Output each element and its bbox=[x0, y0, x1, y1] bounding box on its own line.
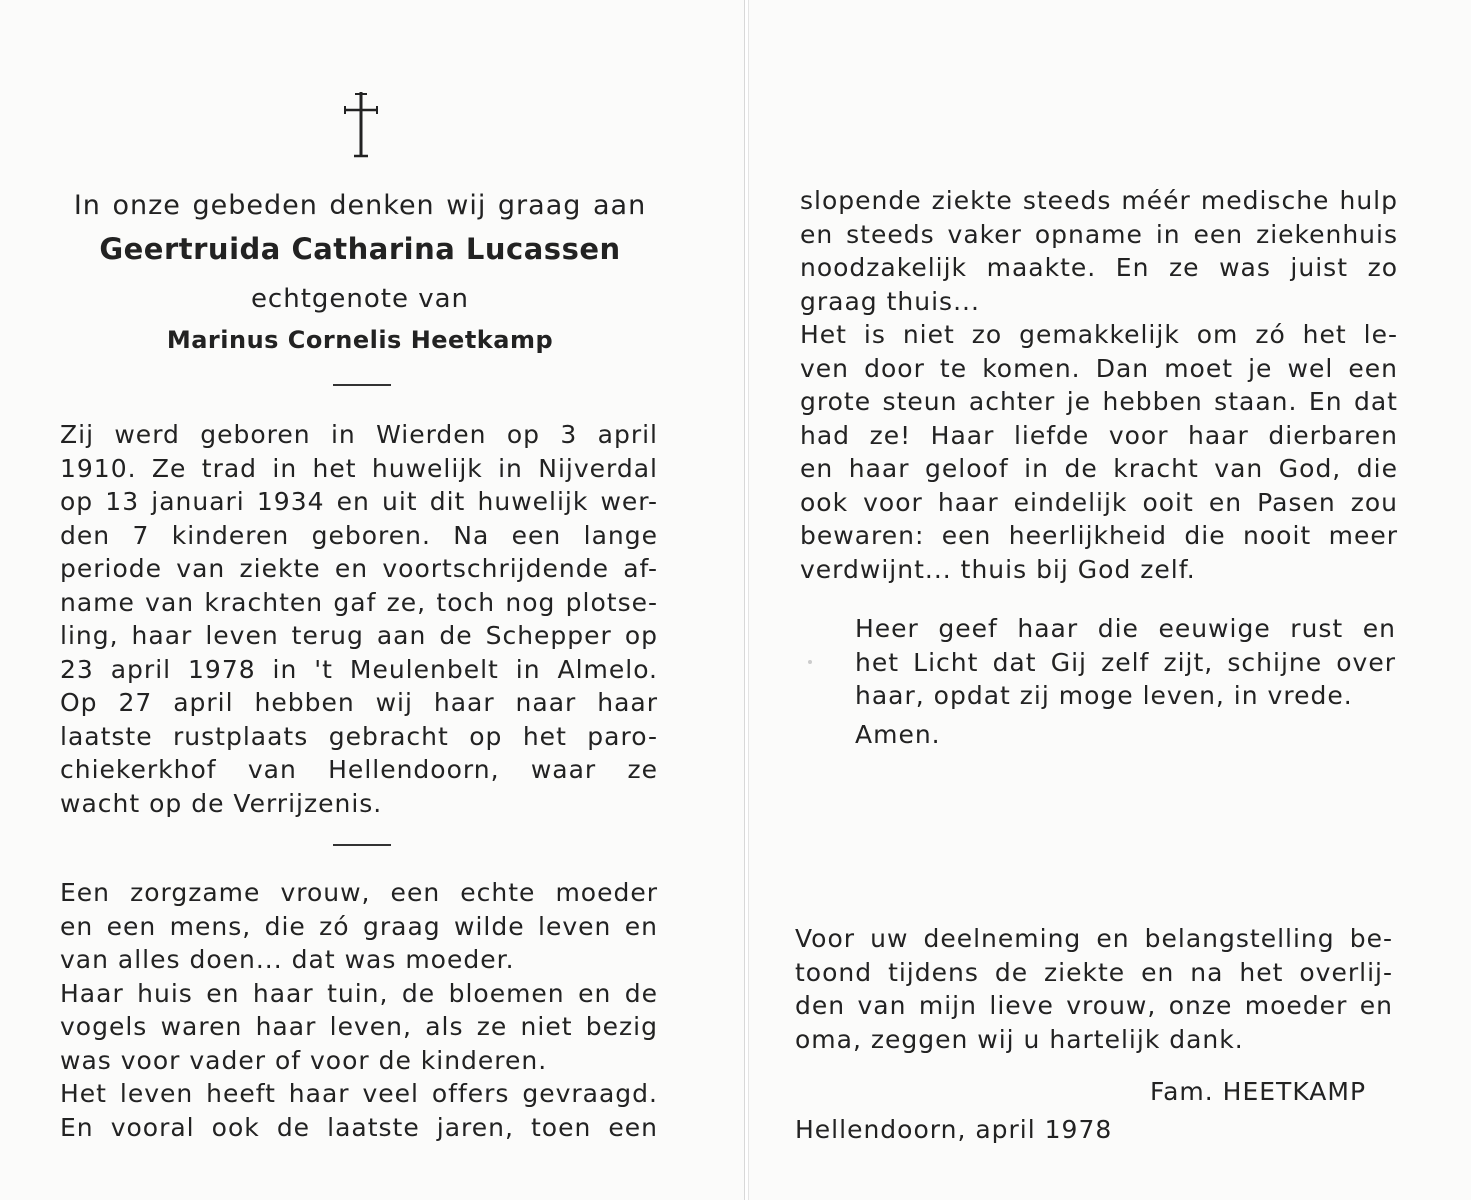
tribute-line: En vooral ook de laatste jaren, toen een bbox=[60, 1112, 658, 1142]
biography-line: name van krachten gaf ze, toch nog plotse- bbox=[60, 587, 658, 617]
family-signature: Fam. HEETKAMP bbox=[1150, 1077, 1367, 1106]
intro-text: In onze gebeden denken wij graag aan bbox=[73, 190, 647, 221]
continuation-line: verdwijnt... thuis bij God zelf. bbox=[800, 554, 1196, 584]
biography-line: 23 april 1978 in 't Meulenbelt in Almelo. bbox=[60, 654, 658, 684]
continuation-line: en haar geloof in de kracht van God, die bbox=[800, 454, 1398, 483]
thanks-line: toond tijdens de ziekte en na het overlij- bbox=[795, 957, 1393, 987]
biography-line: Zij werd geboren in Wierden op 3 april bbox=[60, 420, 658, 449]
continuation-line: ook voor haar eindelijk ooit en Pasen zou bbox=[800, 487, 1398, 517]
print-speck bbox=[808, 660, 812, 664]
prayer-paragraph bbox=[855, 612, 1396, 713]
continuation-line: grote steun achter je hebben staan. En dat bbox=[800, 387, 1398, 416]
biography-line: den 7 kinderen geboren. Na een lange bbox=[60, 520, 658, 550]
thanks-line: oma, zeggen wij u hartelijk dank. bbox=[795, 1024, 1244, 1054]
biography-line: chiekerkhof van Hellendoorn, waar ze bbox=[60, 755, 658, 784]
continuation-line: ven door te komen. Dan moet je wel een bbox=[800, 353, 1398, 383]
tribute-line: Haar huis en haar tuin, de bloemen en de bbox=[60, 978, 658, 1008]
biography-line: Op 27 april hebben wij haar naar haar bbox=[60, 688, 658, 717]
biography-line: 1910. Ze trad in het huwelijk in Nijverdal bbox=[60, 453, 658, 483]
biography-line: periode van ziekte en voortschrijdende af- bbox=[60, 554, 658, 583]
cross-icon bbox=[340, 88, 382, 160]
continuation-line: had ze! Haar liefde voor haar dierbaren bbox=[800, 420, 1398, 450]
thanks-line: Voor uw deelneming en belangstelling be- bbox=[795, 924, 1393, 953]
deceased-name: Geertruida Catharina Lucassen bbox=[99, 232, 621, 266]
continuation-line: graag thuis... bbox=[800, 286, 980, 316]
separator-rule bbox=[333, 384, 391, 386]
continuation-line: en steeds vaker opname in een ziekenhuis bbox=[800, 219, 1398, 249]
spouse-name: Marinus Cornelis Heetkamp bbox=[166, 326, 554, 354]
tribute-line: Een zorgzame vrouw, een echte moeder bbox=[60, 878, 658, 907]
separator-rule bbox=[333, 844, 391, 846]
biography-paragraph bbox=[60, 418, 658, 820]
tribute-line: Het leven heeft haar veel offers gevraagd. bbox=[60, 1079, 658, 1108]
continuation-line: slopende ziekte steeds méér medische hulp bbox=[800, 186, 1398, 215]
continuation-line: bewaren: een heerlijkheid die nooit meer bbox=[800, 521, 1398, 550]
tribute-line: vogels waren haar leven, als ze niet bezig bbox=[60, 1012, 658, 1041]
tribute-line: en een mens, die zó graag wilde leven en bbox=[60, 911, 658, 941]
tribute-line: was voor vader of voor de kinderen. bbox=[60, 1045, 548, 1075]
biography-line: wacht op de Verrijzenis. bbox=[60, 788, 383, 818]
amen-text: Amen. bbox=[855, 720, 941, 749]
continuation-line: Het is niet zo gemakkelijk om zó het le- bbox=[800, 320, 1398, 349]
tribute-paragraph bbox=[60, 876, 658, 1144]
continuation-paragraph bbox=[800, 184, 1398, 586]
spouse-label: echtgenote van bbox=[250, 284, 470, 314]
thanks-paragraph bbox=[795, 922, 1393, 1056]
biography-line: laatste rustplaats gebracht op het paro- bbox=[60, 721, 658, 751]
prayer-line: het Licht dat Gij zelf zijt, schijne over bbox=[855, 647, 1396, 677]
biography-line: ling, haar leven terug aan de Schepper op bbox=[60, 621, 658, 650]
continuation-line: noodzakelijk maakte. En ze was juist zo bbox=[800, 253, 1398, 282]
thanks-line: den van mijn lieve vrouw, onze moeder en bbox=[795, 991, 1393, 1020]
tribute-line: van alles doen... dat was moeder. bbox=[60, 945, 515, 974]
prayer-line: haar, opdat zij moge leven, in vrede. bbox=[855, 681, 1353, 710]
prayer-line: Heer geef haar die eeuwige rust en bbox=[855, 614, 1396, 643]
place-date: Hellendoorn, april 1978 bbox=[795, 1115, 1113, 1144]
biography-line: op 13 januari 1934 en uit dit huwelijk wer- bbox=[60, 487, 658, 516]
